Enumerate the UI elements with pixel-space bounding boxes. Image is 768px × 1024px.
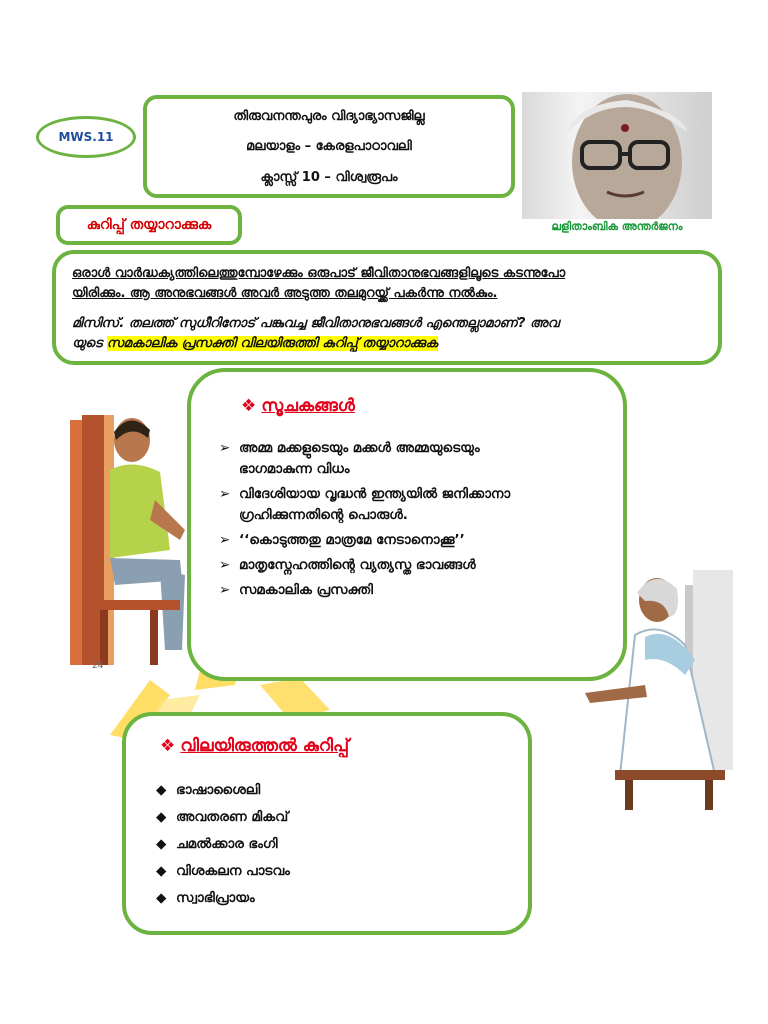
- evaluation-item: ◆ അവതരണ മികവ്: [156, 807, 496, 828]
- diamond-bullet-icon: ◆: [156, 863, 167, 879]
- hint-item: ➢ വിദേശിയായ വൃദ്ധൻ ഇന്ത്യയിൽ ജനിക്കാനാ ഗ്രഹിക്കുന്നതിന്റെ പൊരുൾ.: [219, 486, 511, 523]
- task-title: കുറിപ്പ് തയ്യാറാക്കുക: [56, 205, 242, 245]
- evaluation-item: ◆ സ്വാഭിപ്രായം: [156, 888, 496, 909]
- document-code-badge: [36, 116, 136, 158]
- diamond-bullet-icon: ◆: [156, 836, 167, 852]
- arrow-bullet-icon: ➢: [219, 486, 231, 502]
- district-title: തിരുവനന്തപുരം വിദ്യാഭ്യാസജില്ല: [233, 109, 425, 124]
- hints-marker-icon: ❖: [241, 396, 257, 416]
- arrow-bullet-icon: ➢: [219, 582, 231, 598]
- author-photo-caption: ലളിതാംബിക അന്തർജനം: [522, 219, 712, 234]
- evaluation-title: വിലയിരുത്തൽ കുറിപ്പ്: [180, 736, 350, 756]
- hint-item: ➢ മാതൃസ്നേഹത്തിന്റെ വ്യത്യസ്ത ഭാവങ്ങൾ: [219, 555, 619, 576]
- evaluation-item: ◆ ഭാഷാശൈലി: [156, 780, 496, 801]
- author-photo: [522, 92, 712, 220]
- hint-item: ➢ ‘‘കൊടുത്തതു മാത്രമേ നേടാനൊക്കൂ’’: [219, 530, 619, 551]
- subject-title: മലയാളം – കേരളപാഠാവലി: [246, 139, 412, 154]
- question-line-1: മിസിസ്. തലത്ത് സുധീറിനോട് പങ്കുവച്ച ജീവിതാനുഭവങ്ങൾ എന്തെല്ലാമാണ്? അവ: [72, 316, 560, 331]
- arrow-bullet-icon: ➢: [219, 440, 231, 456]
- evaluation-item: ◆ ചമൽക്കാര ഭംഗി: [156, 834, 496, 855]
- hints-list: [219, 438, 619, 605]
- arrow-bullet-icon: ➢: [219, 557, 231, 573]
- class-lesson-title: ക്ലാസ്സ് 10 – വിശ്വരൂപം: [260, 170, 398, 185]
- diamond-bullet-icon: ◆: [156, 890, 167, 906]
- question-prefix: യുടെ: [72, 336, 107, 351]
- arrow-bullet-icon: ➢: [219, 532, 231, 548]
- seated-man-illustration: [70, 410, 200, 675]
- question-highlight: സമകാലിക പ്രസക്തി വിലയിരുത്തി കുറിപ്പ് തയ്യാറാക്കുക: [106, 336, 438, 351]
- question-line-2: [72, 334, 438, 353]
- evaluation-heading: [160, 736, 349, 756]
- diamond-bullet-icon: ◆: [156, 782, 167, 798]
- hints-title: സൂചകങ്ങൾ: [261, 396, 355, 416]
- evaluation-marker-icon: ❖: [160, 736, 176, 756]
- header-box: [143, 95, 515, 198]
- hint-item: ➢ അമ്മ മക്കളുടെയും മക്കൾ അമ്മയുടെയും ഭാഗമാകുന്ന വിധം: [219, 440, 480, 477]
- intro-line-1: ഒരാൾ വാർദ്ധക്യത്തിലെത്തുമ്പോഴേക്കും ഒരുപാട് ജീവിതാനുഭവങ്ങളിലൂടെ കടന്നുപോ: [72, 266, 566, 281]
- evaluation-item: ◆ വിശകലന പാടവം: [156, 861, 496, 882]
- hints-heading: [241, 396, 355, 416]
- evaluation-list: [156, 780, 496, 915]
- page-number: 24: [92, 661, 104, 671]
- hint-item: ➢ സമകാലിക പ്രസക്തി: [219, 580, 619, 601]
- hints-box: [187, 368, 627, 681]
- question-box: [52, 250, 722, 365]
- badge-label: MWS.11: [58, 130, 114, 144]
- intro-line-2: യിരിക്കും. ആ അനുഭവങ്ങൾ അവർ അടുത്ത തലമുറയ്ക്ക് പകർന്നു നൽകും.: [72, 286, 498, 301]
- evaluation-box: [122, 712, 532, 935]
- diamond-bullet-icon: ◆: [156, 809, 167, 825]
